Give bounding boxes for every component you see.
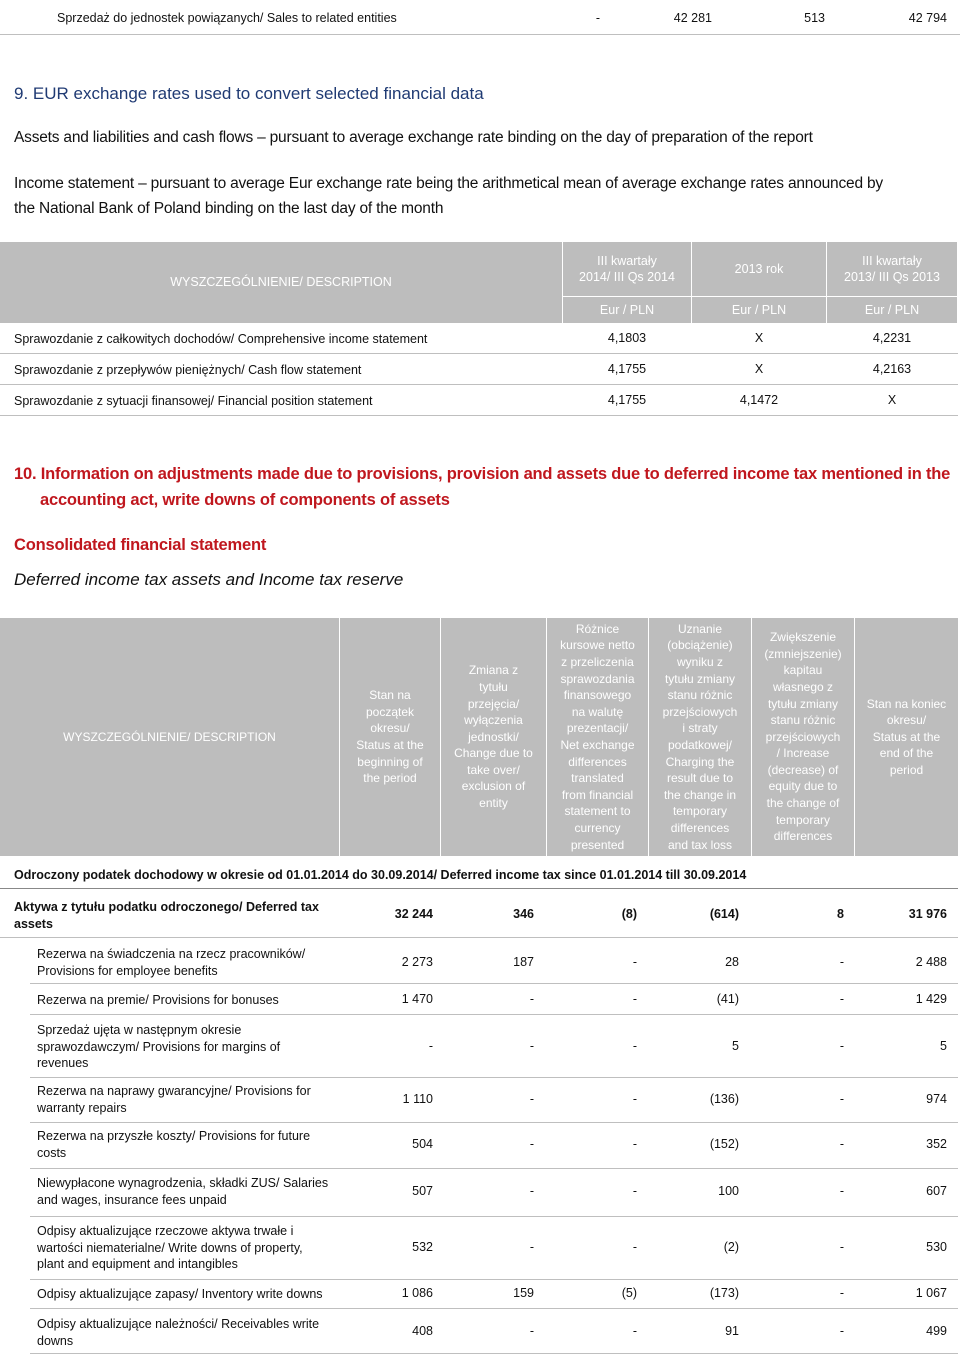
dt-row-line: Niewypłacone wynagrodzenia, składki ZUS/ Salaries: [37, 1176, 329, 1190]
dt-total-v5: 8: [837, 907, 844, 921]
dt-total-v4: (614): [709, 907, 739, 921]
dt-row-v3: -: [632, 1092, 637, 1106]
dt-total-v1: 32 244: [394, 907, 433, 921]
header-line: prezentacji/: [566, 721, 629, 736]
header-line: and tax loss: [667, 837, 733, 852]
dt-row-line: Rezerwa na świadczenia na rzecz pracowników/: [37, 947, 306, 961]
header-line: Zmiana z: [468, 663, 519, 678]
dt-header-col5-text: [764, 629, 841, 845]
dt-row-line: wartości niematerialne/ Write downs of property,: [37, 1240, 303, 1255]
dt-row-v2: -: [529, 1184, 534, 1198]
dt-row-line: Rezerwa na naprawy gwarancyjne/ Provisions for: [37, 1084, 311, 1098]
dt-row-v4: 100: [718, 1184, 739, 1198]
dt-row-v3: -: [632, 1137, 637, 1151]
dt-header-col3-text: [560, 621, 635, 853]
header-line: from financial: [561, 787, 634, 802]
dt-row-line: Sprzedaż ujęta w następnym okresie: [37, 1023, 242, 1037]
dt-row-line: downs: [37, 1333, 74, 1348]
dt-header-col1-text: [356, 687, 423, 787]
dt-total-line: Aktywa z tytułu podatku odroczonego/ Deferred tax: [14, 900, 319, 914]
dt-row-v1: 1 086: [401, 1286, 433, 1300]
section-10-subtitle: Consolidated financial statement: [14, 536, 267, 554]
fx-row-v1: 4,1755: [607, 393, 647, 407]
fx-header-col2-text: 2013 rok: [734, 261, 784, 276]
dt-row-v5: -: [839, 1286, 844, 1300]
dt-row-rule: [30, 1077, 958, 1078]
header-line: podatkowej/: [667, 738, 733, 752]
header-line: własnego z: [772, 679, 834, 694]
dt-row-line: costs: [37, 1145, 67, 1160]
fx-row-v2: 4,1472: [739, 393, 779, 407]
fx-row-v2: X: [754, 362, 764, 376]
header-line: presented: [570, 837, 625, 852]
dt-row-v5: -: [839, 992, 844, 1006]
section-10-italic-heading: Deferred income tax assets and Income tax reserve: [14, 570, 404, 589]
header-line: end of the: [879, 746, 934, 761]
top-row-rule: [0, 34, 960, 35]
dt-row-rule: [30, 1122, 958, 1123]
section-10-title-b: accounting act, write downs of components of assets: [40, 491, 450, 509]
dt-row-line: and wages, insurance fees unpaid: [37, 1192, 227, 1207]
dt-row-v2: -: [529, 1092, 534, 1106]
dt-row-v3: -: [632, 1240, 637, 1254]
dt-row-v6: 2 488: [915, 955, 947, 969]
dt-row-line: warranty repairs: [37, 1100, 127, 1115]
dt-header-col5: [752, 618, 854, 856]
fx-header-col3: [827, 242, 957, 296]
dt-row-v3: -: [632, 992, 637, 1006]
dt-row-v1: -: [428, 1039, 433, 1053]
dt-row-v5: -: [839, 1039, 844, 1053]
dt-header-desc-text: WYSZCZEGÓLNIENIE/ DESCRIPTION: [63, 729, 276, 744]
dt-row-label: [37, 1022, 280, 1072]
dt-header-col1: [340, 618, 440, 856]
dt-row-label: [37, 1223, 303, 1273]
dt-row-v2: 159: [513, 1286, 534, 1300]
header-line: tytułu zmiany: [664, 671, 735, 686]
fx-unit-col3: [827, 297, 957, 323]
top-row-c4: 42 794: [908, 11, 947, 25]
dt-row-v2: -: [529, 1039, 534, 1053]
dt-row-v4: 28: [725, 955, 739, 969]
header-line: Uznanie: [677, 621, 722, 636]
dt-period-rule: [0, 888, 958, 889]
dt-total-rule: [0, 937, 958, 938]
header-line: the change in: [663, 787, 737, 802]
dt-header-col6-text: [867, 696, 946, 779]
header-line: temporary: [775, 812, 830, 827]
dt-header-col2-text: [454, 662, 533, 811]
fx-header-col1-a: III kwartały: [597, 253, 657, 268]
dt-header-col4: [649, 618, 751, 856]
header-line: z przeliczenia: [561, 655, 634, 670]
dt-row-v6: 974: [926, 1092, 947, 1106]
dt-header-col3: [547, 618, 648, 856]
dt-row-v4: 5: [732, 1039, 739, 1053]
dt-total-v6: 31 976: [908, 907, 947, 921]
header-line: na walutę: [571, 704, 624, 719]
dt-row-v1: 1 470: [401, 992, 433, 1006]
header-line: the change of: [766, 796, 840, 811]
fx-unit-col2: [692, 297, 826, 323]
dt-row-v1: 1 110: [402, 1092, 433, 1106]
header-line: Status at the: [872, 729, 941, 744]
dt-row-rule: [30, 1216, 958, 1217]
dt-header-col6: [855, 618, 958, 856]
dt-total-line: assets: [14, 916, 53, 931]
header-line: (obciążenie): [667, 638, 733, 653]
header-line: Stan na koniec: [866, 696, 947, 711]
fx-row-v1: 4,1755: [607, 362, 647, 376]
header-line: equity due to: [768, 779, 838, 794]
header-line: jednostki/: [468, 729, 519, 744]
header-line: period: [889, 762, 924, 777]
dt-row-line: Odpisy aktualizujące zapasy/ Inventory write downs: [37, 1287, 323, 1301]
fx-row-label: Sprawozdanie z całkowitych dochodów/ Comprehensive income statement: [14, 332, 428, 346]
header-line: Zwiększenie: [769, 630, 836, 645]
header-line: Status at the: [356, 738, 424, 752]
dt-row-v3: -: [632, 1039, 637, 1053]
header-line: result due to: [666, 771, 734, 786]
dt-row-line: Odpisy aktualizujące należności/ Receivables write: [37, 1317, 320, 1331]
header-line: przejęcia/: [467, 696, 520, 711]
dt-row-rule: [30, 983, 958, 984]
dt-row-line: sprawozdawczym/ Provisions for margins of: [37, 1039, 281, 1054]
fx-row-rule: [0, 415, 958, 416]
dt-row-v2: -: [529, 1137, 534, 1151]
header-line: przejściowych: [662, 704, 738, 719]
header-line: okresu/: [886, 713, 927, 728]
dt-row-rule: [30, 1014, 958, 1015]
header-line: translated: [571, 771, 624, 786]
dt-row-v4: (2): [723, 1240, 739, 1254]
dt-row-rule: [30, 1279, 958, 1280]
section-9-p1: Assets and liabilities and cash flows – pursuant to average exchange rate binding on the day of preparation of the report: [14, 129, 813, 146]
header-line: (zmniejszenie): [764, 646, 842, 661]
fx-row-v3: 4,2163: [872, 362, 912, 376]
header-line: Różnice: [575, 621, 620, 636]
header-line: tytułu: [479, 679, 508, 694]
header-line: (decrease) of: [767, 762, 839, 777]
header-line: differences: [670, 820, 730, 835]
dt-row-line: Rezerwa na premie/ Provisions for bonuses: [37, 993, 279, 1007]
header-line: początek: [365, 704, 414, 719]
dt-row-line: revenues: [37, 1056, 89, 1070]
header-line: currency: [574, 820, 621, 835]
fx-unit-col3-text: Eur / PLN: [864, 302, 920, 317]
dt-row-v4: 91: [725, 1324, 739, 1338]
dt-row-v1: 532: [412, 1240, 433, 1254]
dt-row-v5: -: [839, 1184, 844, 1198]
fx-header-col2: [692, 242, 826, 296]
dt-row-v4: (136): [709, 1092, 739, 1106]
dt-row-v5: -: [839, 955, 844, 969]
header-line: wyłączenia: [464, 713, 523, 728]
header-line: tytułu zmiany: [767, 696, 838, 711]
dt-row-line: plant and equipment and intangibles: [37, 1257, 238, 1271]
header-line: stanu różnic: [667, 688, 733, 703]
header-line: temporary: [672, 804, 727, 819]
dt-row-v2: 187: [513, 955, 534, 969]
dt-row-v3: -: [632, 1184, 637, 1198]
dt-row-v6: 499: [926, 1324, 947, 1338]
section-9-p2b: the National Bank of Poland binding on the last day of the month: [14, 200, 444, 217]
dt-row-v1: 2 273: [401, 955, 433, 969]
fx-unit-col1-text: Eur / PLN: [599, 302, 655, 317]
dt-row-v4: (152): [709, 1137, 739, 1151]
dt-header-desc: [0, 618, 339, 856]
top-row-c1: -: [595, 11, 600, 25]
header-line: sprawozdania: [560, 671, 635, 686]
top-row-c3: 513: [804, 11, 825, 25]
header-line: stanu różnic: [770, 713, 836, 728]
fx-header-col1-b: 2014/ III Qs 2014: [579, 270, 675, 284]
header-line: i straty: [682, 721, 718, 736]
dt-header-col2: [441, 618, 546, 856]
dt-row-v5: -: [839, 1324, 844, 1338]
header-line: okresu/: [370, 721, 410, 736]
header-line: kapitau: [783, 663, 823, 678]
dt-row-v3: -: [632, 955, 637, 969]
fx-row-v3: X: [887, 393, 897, 407]
dt-row-line: Odpisy aktualizujące rzeczowe aktywa trwałe i: [37, 1224, 294, 1238]
dt-row-v6: 352: [926, 1137, 947, 1151]
fx-row-rule: [0, 353, 958, 354]
header-line: entity: [479, 796, 508, 811]
fx-row-label: Sprawozdanie z sytuacji finansowej/ Financial position statement: [14, 394, 373, 408]
fx-header-col3-a: III kwartały: [862, 253, 922, 268]
dt-row-v6: 607: [926, 1184, 947, 1198]
dt-row-v1: 507: [412, 1184, 433, 1198]
header-line: take over/: [467, 762, 520, 777]
dt-row-v4: (173): [709, 1286, 739, 1300]
dt-row-label: [37, 1083, 311, 1116]
section-9-p2a: Income statement – pursuant to average Eur exchange rate being the arithmetical mean of average exchange rates announced by: [14, 175, 883, 192]
dt-row-v6: 1 429: [915, 992, 947, 1006]
top-row-c2: 42 281: [673, 11, 712, 25]
dt-row-v2: -: [529, 992, 534, 1006]
dt-row-v2: -: [529, 1324, 534, 1338]
dt-row-v2: -: [529, 1240, 534, 1254]
header-line: Change due to: [454, 746, 533, 761]
dt-row-label: [37, 946, 305, 979]
dt-row-v3: (5): [621, 1286, 637, 1300]
dt-row-v6: 530: [926, 1240, 947, 1254]
dt-row-v6: 1 067: [915, 1286, 947, 1300]
dt-row-v1: 504: [412, 1137, 433, 1151]
header-line: Charging the: [665, 754, 735, 769]
fx-header-desc: [0, 242, 562, 323]
header-line: Net exchange: [560, 738, 635, 752]
dt-row-label: [37, 1286, 323, 1303]
section-10-title-a: 10. Information on adjustments made due to provisions, provision and assets due to deferred income tax mentioned in the: [14, 465, 951, 483]
fx-row-label: Sprawozdanie z przepływów pieniężnych/ Cash flow statement: [14, 363, 362, 377]
dt-row-v5: -: [839, 1092, 844, 1106]
header-line: statement to: [564, 804, 631, 819]
header-line: the period: [363, 771, 417, 786]
dt-row-rule: [30, 1168, 958, 1169]
dt-row-label: [37, 992, 279, 1009]
dt-row-v6: 5: [940, 1039, 947, 1053]
top-row-label: Sprzedaż do jednostek powiązanych/ Sales to related entities: [57, 11, 397, 25]
fx-row-v1: 4,1803: [607, 331, 647, 345]
dt-row-rule: [30, 1353, 958, 1354]
section-9-title: 9. EUR exchange rates used to convert selected financial data: [14, 84, 484, 103]
dt-row-v1: 408: [412, 1324, 433, 1338]
header-line: beginning of: [357, 754, 423, 769]
header-line: differences: [773, 829, 833, 844]
dt-row-label: [37, 1128, 310, 1161]
dt-row-label: [37, 1175, 328, 1208]
header-line: / Increase: [776, 746, 830, 761]
header-line: Stan na: [369, 688, 411, 703]
header-line: przejściowych: [765, 729, 841, 744]
dt-row-rule: [30, 1308, 958, 1309]
dt-row-line: Rezerwa na przyszłe koszty/ Provisions for future: [37, 1129, 311, 1143]
dt-row-v3: -: [632, 1324, 637, 1338]
header-line: exclusion of: [461, 779, 526, 794]
fx-row-v2: X: [754, 331, 764, 345]
fx-unit-col2-text: Eur / PLN: [731, 302, 787, 317]
dt-row-v4: (41): [716, 992, 739, 1006]
dt-header-col4-text: [663, 621, 738, 853]
fx-row-rule: [0, 384, 958, 385]
fx-header-col3-b: 2013/ III Qs 2013: [844, 270, 940, 284]
dt-row-v5: -: [839, 1240, 844, 1254]
header-line: wyniku z: [676, 655, 723, 670]
header-line: differences: [568, 754, 627, 769]
dt-total-v3: (8): [621, 907, 637, 921]
fx-row-v3: 4,2231: [872, 331, 912, 345]
fx-header-desc-text: WYSZCZEGÓLNIENIE/ DESCRIPTION: [170, 275, 392, 290]
dt-period-row: Odroczony podatek dochodowy w okresie od 01.01.2014 do 30.09.2014/ Deferred income tax since 01.01.2014 till 30.09.2014: [14, 868, 747, 882]
dt-row-line: Provisions for employee benefits: [37, 963, 218, 978]
dt-row-v5: -: [839, 1137, 844, 1151]
dt-total-v2: 346: [513, 907, 534, 921]
dt-row-label: [37, 1316, 319, 1349]
fx-unit-col1: [563, 297, 691, 323]
header-line: kursowe netto: [560, 638, 635, 653]
dt-total-label: [14, 899, 319, 932]
fx-header-col1: [563, 242, 691, 296]
header-line: finansowego: [563, 688, 632, 703]
